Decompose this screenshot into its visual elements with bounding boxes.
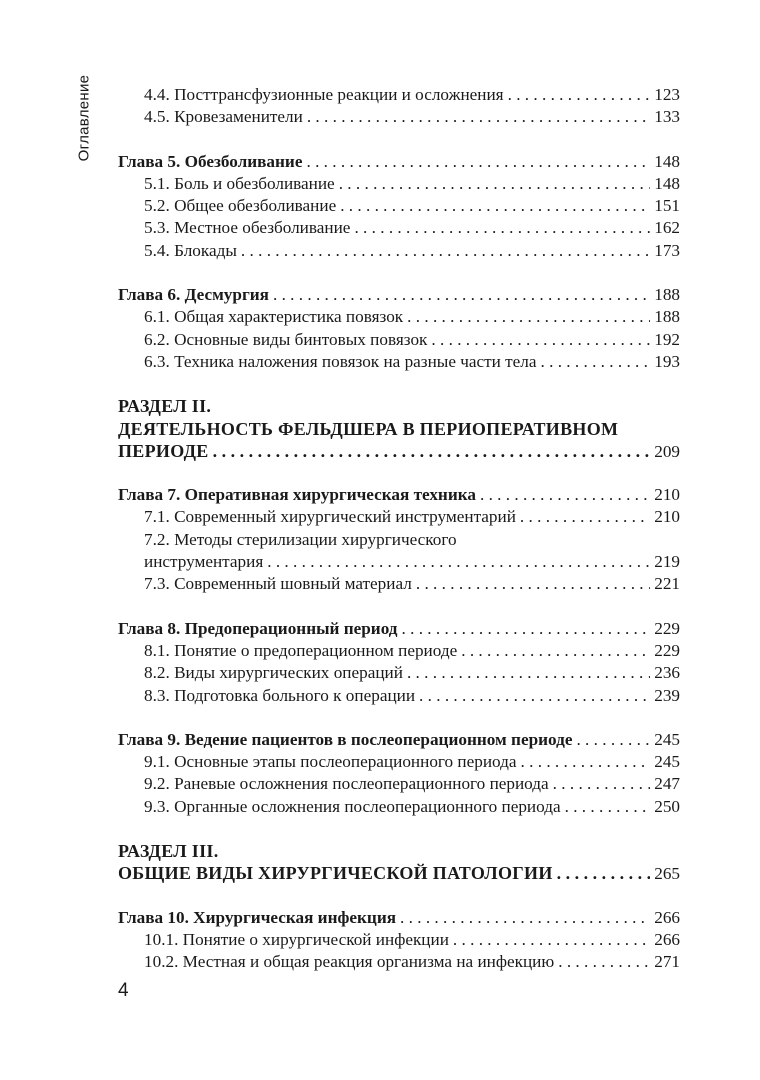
toc-page-number: 209 [654,441,680,461]
toc-subsection-entry[interactable] [118,551,680,573]
dot-leader [402,618,651,640]
dot-leader [520,506,650,528]
toc-page-number: 221 [654,574,680,594]
toc-entry-title: 9.1. Основные этапы послеоперационного периода [144,752,517,772]
toc-entry-title: РАЗДЕЛ II. [118,396,212,417]
toc-entry-title: 9.2. Раневые осложнения послеоперационного периода [144,774,549,794]
toc-page-number: 192 [654,329,680,349]
dot-leader [565,796,651,818]
dot-leader [508,84,651,106]
toc-page-number: 245 [654,729,680,749]
toc-entry-title: 5.4. Блокады [144,240,237,260]
toc-subsection-entry-line[interactable] [118,529,680,551]
dot-leader [306,151,650,173]
toc-entry-title: 5.3. Местное обезболивание [144,218,351,238]
toc-spacer [118,462,680,484]
toc-page-number: 245 [654,752,680,772]
toc-subsection-entry[interactable] [118,573,680,595]
toc-section-entry[interactable] [118,862,680,884]
toc-subsection-entry[interactable] [118,84,680,106]
toc-entry-title: 7.1. Современный хирургический инструментарий [144,507,516,527]
toc-chapter-entry[interactable] [118,907,680,929]
toc-page-number: 247 [654,774,680,794]
toc-subsection-entry[interactable] [118,951,680,973]
toc-spacer [118,596,680,618]
toc-spacer [118,818,680,840]
toc-entry-title: ДЕЯТЕЛЬНОСТЬ ФЕЛЬДШЕРА В ПЕРИОПЕРАТИВНОМ [118,418,619,439]
dot-leader [241,240,650,262]
dot-leader [400,907,650,929]
toc-entry-title: 6.1. Общая характеристика повязок [144,307,404,327]
toc-page-number: 271 [654,952,680,972]
dot-leader [307,106,650,128]
toc-entry-title: ПЕРИОДЕ [118,440,209,461]
toc-entry-title: 6.3. Техника наложения повязок на разные части тела [144,351,537,371]
toc-chapter-entry[interactable] [118,284,680,306]
toc-entry-title: 5.1. Боль и обезболивание [144,173,335,193]
toc-entry-title: Глава 5. Обезболивание [118,151,303,171]
toc-entry-title: 10.1. Понятие о хирургической инфекции [144,929,449,949]
toc-entry-title: РАЗДЕЛ III. [118,841,219,862]
dot-leader [480,484,650,506]
toc-entry-title: 10.2. Местная и общая реакция организма на инфекцию [144,952,555,972]
toc-subsection-entry[interactable] [118,773,680,795]
toc-subsection-entry[interactable] [118,685,680,707]
toc-spacer [118,885,680,907]
toc-subsection-entry[interactable] [118,306,680,328]
toc-page-number: 133 [654,107,680,127]
dot-leader [541,351,651,373]
toc-entry-title: 7.3. Современный шовный материал [144,574,412,594]
toc-entry-title: Глава 7. Оперативная хирургическая техника [118,485,476,505]
dot-leader [453,929,650,951]
toc-entry-title: ОБЩИЕ ВИДЫ ХИРУРГИЧЕСКОЙ ПАТОЛОГИИ [118,863,553,884]
toc-page-number: 188 [654,307,680,327]
dot-leader [339,173,651,195]
toc-subsection-entry[interactable] [118,240,680,262]
toc-subsection-entry[interactable] [118,329,680,351]
toc-entry-title: инструментария [144,552,264,572]
toc-entry-title: Глава 8. Предоперационный период [118,618,398,638]
toc-entry-title: 4.4. Посттрансфузионные реакции и осложнения [144,85,504,104]
dot-leader [407,662,650,684]
toc-entry-title: 5.2. Общее обезболивание [144,196,337,216]
toc-page-number: 151 [654,196,680,216]
toc-chapter-entry[interactable] [118,729,680,751]
toc-subsection-entry[interactable] [118,640,680,662]
dot-leader [431,329,650,351]
toc-subsection-entry[interactable] [118,195,680,217]
toc-page-number: 266 [654,929,680,949]
toc-chapter-entry[interactable] [118,484,680,506]
toc-entry-title: 6.2. Основные виды бинтовых повязок [144,329,428,349]
dot-leader [553,773,651,795]
toc-section-entry[interactable] [118,440,680,462]
toc-subsection-entry[interactable] [118,929,680,951]
dot-leader [213,440,651,462]
dot-leader [407,306,650,328]
toc-page-number: 266 [654,907,680,927]
toc-entry-title: 8.2. Виды хирургических операций [144,663,403,683]
toc-spacer [118,707,680,729]
toc-page-number: 250 [654,796,680,816]
toc-page-number: 265 [654,864,680,884]
toc-page-number: 148 [654,151,680,171]
toc-page-number: 210 [654,507,680,527]
toc-page-number: 210 [654,485,680,505]
toc-entry-title: 8.3. Подготовка больного к операции [144,685,416,705]
toc-page-number: 219 [654,552,680,572]
dot-leader [419,685,650,707]
toc-page-number: 162 [654,218,680,238]
dot-leader [557,862,651,884]
toc-entry-title: 7.2. Методы стерилизации хирургического [144,529,457,549]
toc-page-number: 229 [654,618,680,638]
toc-spacer [118,373,680,395]
toc-page-number: 193 [654,351,680,371]
toc-spacer [118,262,680,284]
toc-chapter-entry[interactable] [118,151,680,173]
dot-leader [340,195,650,217]
toc-section-heading-line[interactable] [118,840,680,862]
toc-entry-title: 4.5. Кровезаменители [144,107,303,127]
toc-entry-title: 8.1. Понятие о предоперационном периоде [144,640,458,660]
toc-entry-title: Глава 6. Десмургия [118,285,269,305]
toc-subsection-entry[interactable] [118,173,680,195]
toc-section-heading-line[interactable] [118,418,680,440]
toc-entry-title: Глава 10. Хирургическая инфекция [118,907,397,927]
toc-subsection-entry[interactable] [118,506,680,528]
toc-subsection-entry[interactable] [118,751,680,773]
dot-leader [273,284,650,306]
dot-leader [521,751,651,773]
dot-leader [558,951,650,973]
toc-entry-title: 9.3. Органные осложнения послеоперационного периода [144,796,561,816]
toc-subsection-entry[interactable] [118,662,680,684]
dot-leader [416,573,650,595]
dot-leader [461,640,650,662]
toc-subsection-entry[interactable] [118,217,680,239]
dot-leader [354,217,650,239]
toc-page-number: 229 [654,640,680,660]
toc-page-number: 188 [654,285,680,305]
page-number: 4 [118,980,129,1001]
toc-page-number: 148 [654,173,680,193]
toc-spacer [118,129,680,151]
toc-subsection-entry[interactable] [118,106,680,128]
toc-page-number: 173 [654,240,680,260]
toc-subsection-entry[interactable] [118,351,680,373]
toc-page-number: 239 [654,685,680,705]
toc-chapter-entry[interactable] [118,618,680,640]
toc-subsection-entry[interactable] [118,796,680,818]
toc-page-number: 123 [654,85,680,104]
table-of-contents [118,84,680,974]
running-header-label: Оглавление [75,74,93,162]
dot-leader [267,551,650,573]
toc-section-heading-line[interactable] [118,395,680,417]
toc-entry-title: Глава 9. Ведение пациентов в послеоперационном периоде [118,729,573,749]
toc-page-number: 236 [654,663,680,683]
dot-leader [576,729,650,751]
